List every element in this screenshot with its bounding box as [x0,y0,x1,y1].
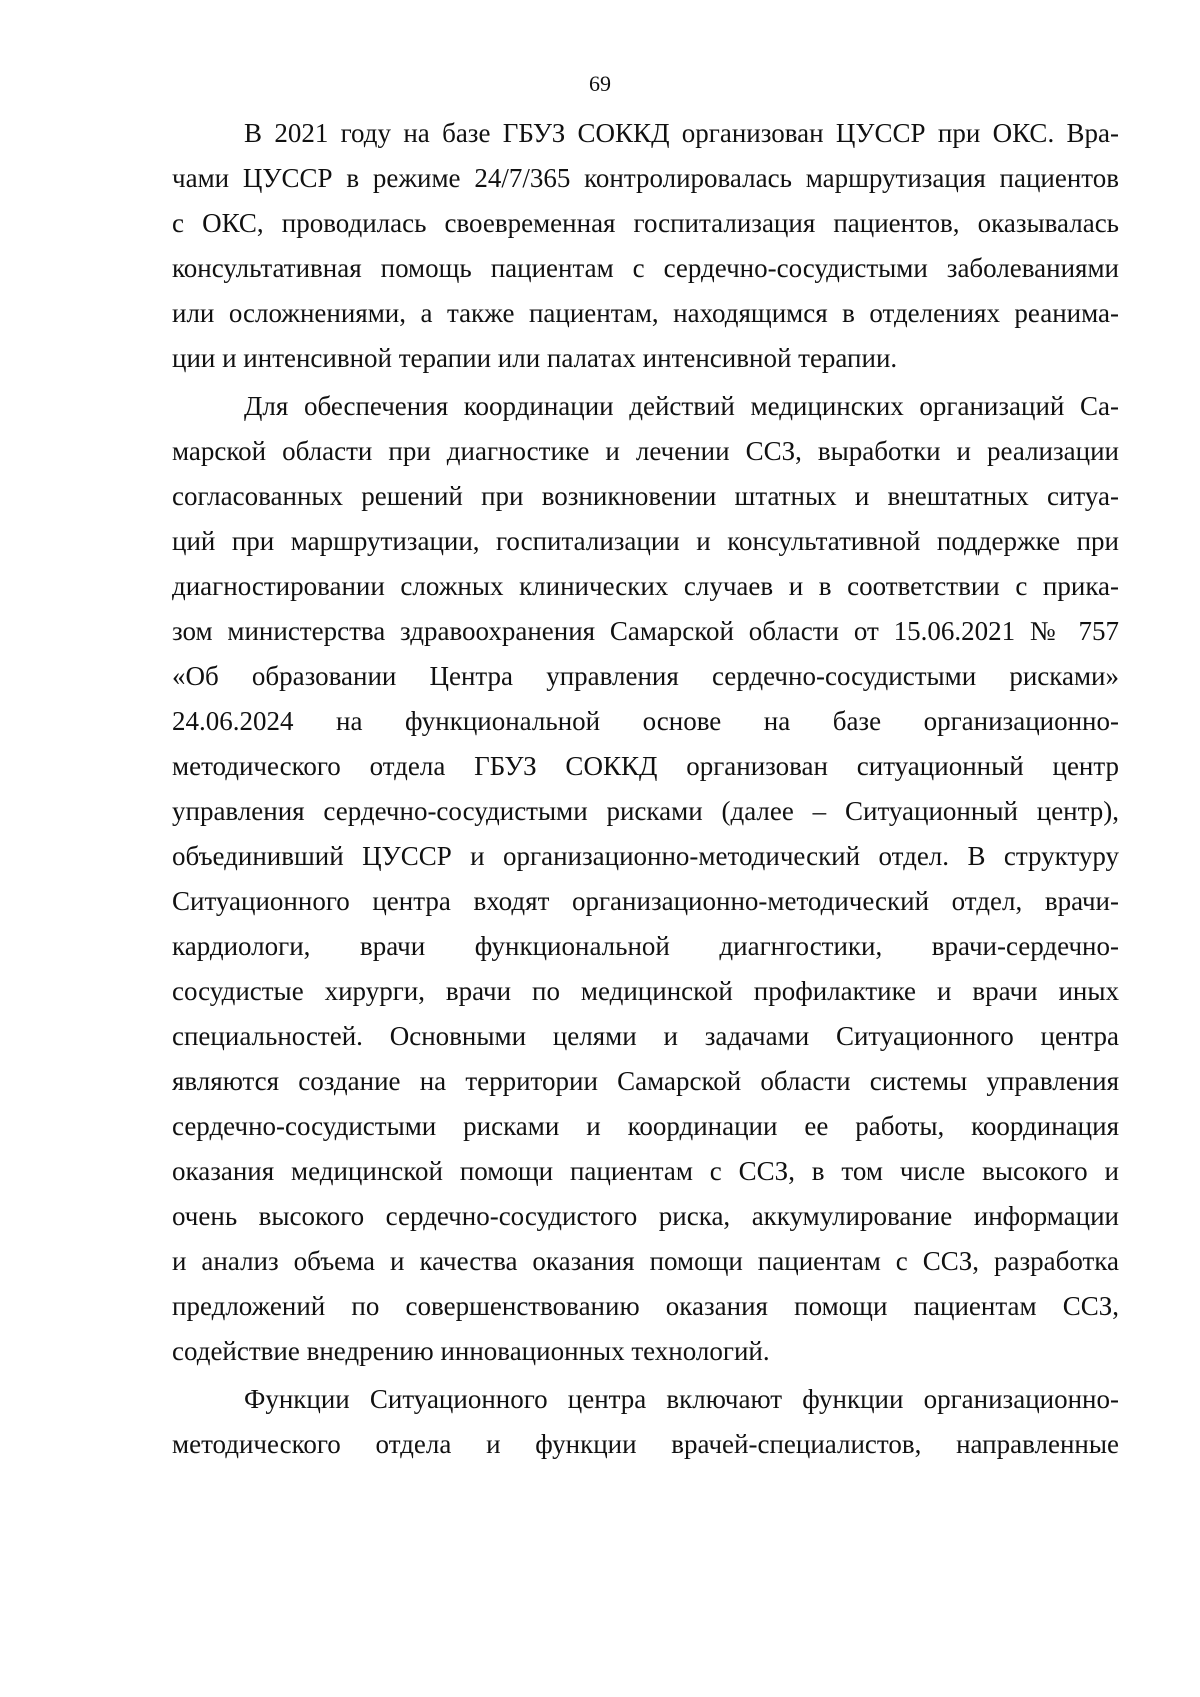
text-line: методического отдела и функции врачей-специалистов, направленные [172,1429,1119,1459]
text-line: кардиологи, врачи функциональной диагнгостики, врачи-сердечно- [172,931,1119,961]
text-line: зом министерства здравоохранения Самарской области от 15.06.2021 № 757 [172,616,1119,646]
text-line: методического отдела ГБУЗ СОККД организован ситуационный центр [172,751,1119,781]
text-line: диагностировании сложных клинических случаев и в соответствии с прика- [172,571,1119,601]
text-line: консультативная помощь пациентам с сердечно-сосудистыми заболеваниями [172,253,1119,283]
text-line: управления сердечно-сосудистыми рисками (далее – Ситуационный центр), [172,796,1119,826]
text-line: согласованных решений при возникновении штатных и внештатных ситуа- [172,481,1119,511]
text-line: оказания медицинской помощи пациентам с ССЗ, в том числе высокого и [172,1156,1119,1186]
text-line: специальностей. Основными целями и задачами Ситуационного центра [172,1021,1119,1051]
text-line: являются создание на территории Самарской области системы управления [172,1066,1119,1096]
text-line: Ситуационного центра входят организационно-методический отдел, врачи- [172,886,1119,916]
text-line: «Об образовании Центра управления сердечно-сосудистыми рисками» [172,661,1119,691]
text-line: и анализ объема и качества оказания помощи пациентам с ССЗ, разработка [172,1246,1119,1276]
text-line: ций при маршрутизации, госпитализации и консультативной поддержке при [172,526,1119,556]
text-line: с ОКС, проводилась своевременная госпитализация пациентов, оказывалась [172,208,1119,238]
text-line: 24.06.2024 на функциональной основе на базе организационно- [172,706,1119,736]
page-number: 69 [589,71,611,96]
text-line: чами ЦУССР в режиме 24/7/365 контролировалась маршрутизация пациентов [172,163,1119,193]
text-line: предложений по совершенствованию оказания помощи пациентам ССЗ, [172,1291,1119,1321]
text-line: марской области при диагностике и лечении ССЗ, выработки и реализации [172,436,1119,466]
text-line: сосудистые хирурги, врачи по медицинской профилактике и врачи иных [172,976,1119,1006]
text-line: сердечно-сосудистыми рисками и координации ее работы, координация [172,1111,1119,1141]
text-line: очень высокого сердечно-сосудистого риска, аккумулирование информации [172,1201,1119,1231]
text-line: В 2021 году на базе ГБУЗ СОККД организован ЦУССР при ОКС. Вра- [244,118,1119,148]
text-line: Для обеспечения координации действий медицинских организаций Са- [244,391,1119,421]
text-line: содействие внедрению инновационных технологий. [172,1336,770,1366]
text-line: объединивший ЦУССР и организационно-методический отдел. В структуру [172,841,1119,871]
text-line: Функции Ситуационного центра включают функции организационно- [244,1384,1119,1414]
text-line: ции и интенсивной терапии или палатах интенсивной терапии. [172,343,898,373]
text-line: или осложнениями, а также пациентам, находящимся в отделениях реанима- [172,298,1119,328]
